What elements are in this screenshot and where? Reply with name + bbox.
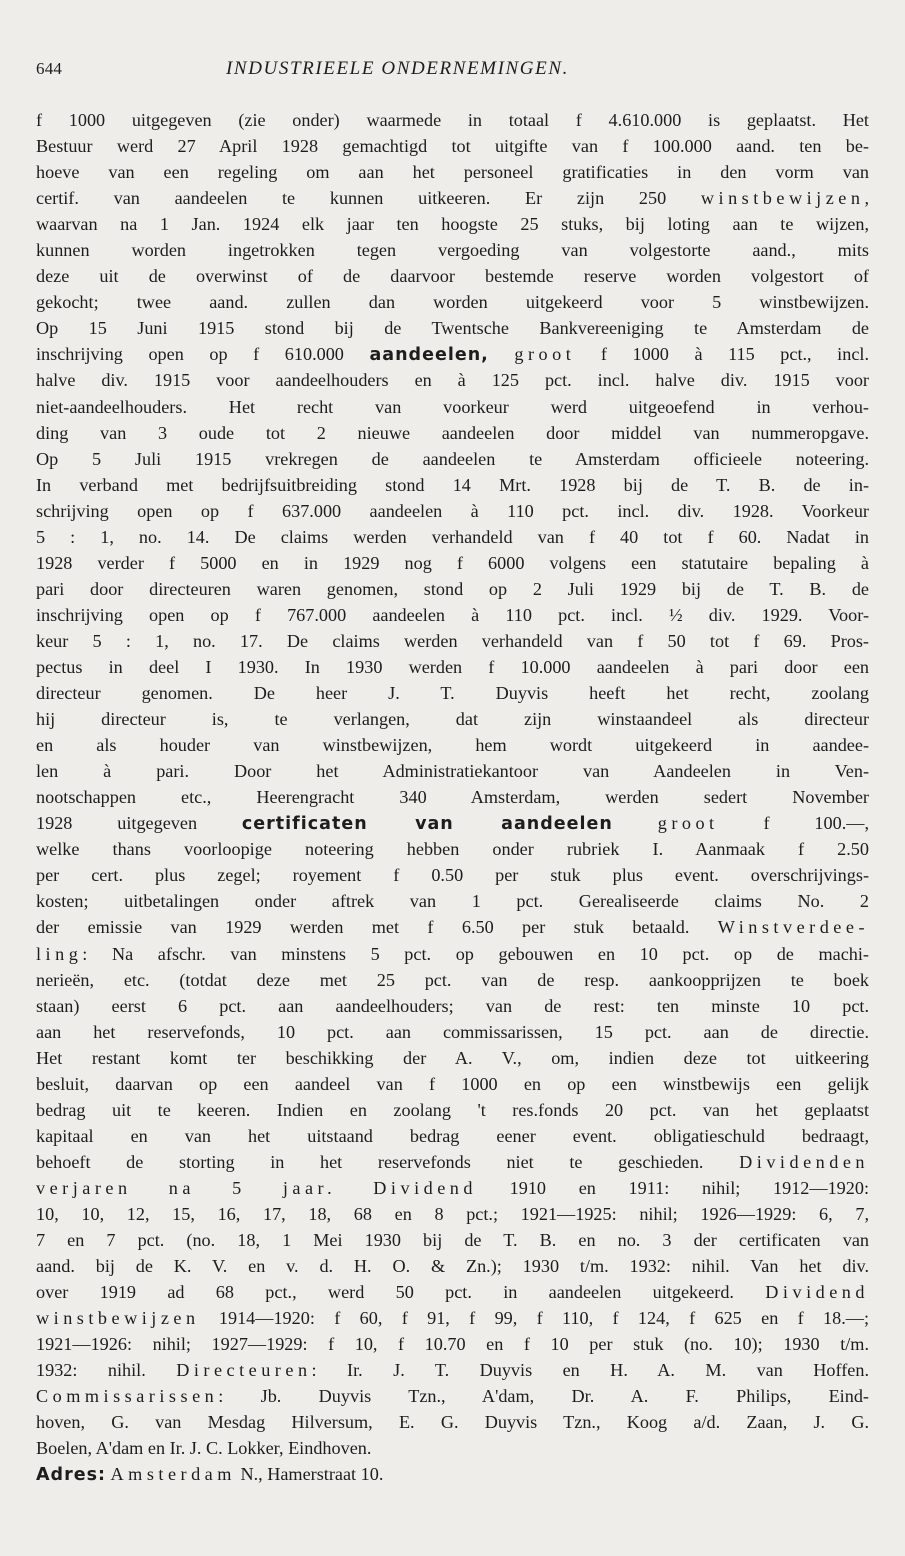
text-line <box>36 185 869 211</box>
text-run: certif. van aandeelen te kunnen uitkeeren. Er zijn 250 <box>36 188 701 209</box>
text-line <box>36 341 869 367</box>
text-run: nootschappen etc., Heerengracht 340 Amsterdam, werden sedert November <box>36 787 869 808</box>
body-text <box>36 107 869 1487</box>
spaced-term: ling <box>36 943 83 964</box>
text-run: kapitaal en van het uitstaand bedrag eener event. obligatieschuld bedraagt, <box>36 1125 869 1146</box>
text-run: kunnen worden ingetrokken tegen vergoeding van volgestorte aand., mits <box>36 240 869 261</box>
text-line <box>36 1071 869 1097</box>
text-line <box>36 472 869 498</box>
text-line <box>36 1305 869 1331</box>
text-line <box>36 1357 869 1383</box>
text-line <box>36 602 869 628</box>
text-run: inschrijving open op f 767.000 aandeelen à 110 pct. incl. ½ div. 1929. Voor- <box>36 604 869 625</box>
text-line <box>36 1019 869 1045</box>
text-run: Boelen, A'dam en Ir. J. C. Lokker, Eindhoven. <box>36 1438 372 1459</box>
page-header <box>36 54 869 88</box>
text-run: f 1000 à 115 pct., incl. <box>575 344 869 365</box>
text-line <box>36 315 869 341</box>
text-run: 10, 10, 12, 15, 16, 17, 18, 68 en 8 pct.; 1921—1925: nihil; 1926—1929: 6, 7, <box>36 1203 869 1224</box>
text-run: behoeft de storting in het reservefonds niet te geschieden. <box>36 1151 740 1172</box>
text-line <box>36 446 869 472</box>
bold-term: aandeelen, <box>369 345 489 366</box>
text-run: niet-aandeelhouders. Het recht van voorkeur werd uitgeoefend in verhou- <box>36 396 869 417</box>
spaced-term: groot <box>657 813 719 834</box>
text-line <box>36 1201 869 1227</box>
text-line <box>36 967 869 993</box>
text-run: 7 en 7 pct. (no. 18, 1 Mei 1930 bij de T. B. en no. 3 der certificaten van <box>36 1230 869 1251</box>
text-run: aand. bij de K. V. en v. d. H. O. & Zn.); 1930 t/m. 1932: nihil. Van het div. <box>36 1256 869 1277</box>
spaced-term: Winstverdee- <box>717 917 869 938</box>
text-line <box>36 993 869 1019</box>
text-line <box>36 1097 869 1123</box>
text-line <box>36 628 869 654</box>
text-line <box>36 133 869 159</box>
spaced-term: Directeuren <box>176 1360 312 1381</box>
text-run: keur 5 : 1, no. 17. De claims werden verhandeld van f 50 tot f 69. Pros- <box>36 630 869 651</box>
text-line <box>36 941 869 967</box>
text-line <box>36 784 869 810</box>
text-run: nerieën, etc. (totdat deze met 25 pct. van de resp. aankoopprijzen te boek <box>36 969 869 990</box>
text-run: schrijving open op f 637.000 aandeelen à 110 pct. incl. div. 1928. Voorkeur <box>36 500 869 521</box>
running-title: INDUSTRIEELE ONDERNEMINGEN. <box>226 58 569 79</box>
text-run: 1914—1920: f 60, f 91, f 99, f 110, f 124, f 625 en f 18.—; <box>199 1308 869 1329</box>
page-number: 644 <box>36 59 63 78</box>
bold-term: Adres: <box>36 1465 106 1486</box>
text-line <box>36 576 869 602</box>
text-line <box>36 862 869 888</box>
text-line <box>36 706 869 732</box>
text-run: 5 : 1, no. 14. De claims werden verhandeld van f 40 tot f 60. Nadat in <box>36 526 869 547</box>
text-line <box>36 914 869 940</box>
text-run: aan het reservefonds, 10 pct. aan commissarissen, 15 pct. aan de directie. <box>36 1021 869 1042</box>
text-line <box>36 1227 869 1253</box>
text-line <box>36 1409 869 1435</box>
text-run: In verband met bedrijfsuitbreiding stond 14 Mrt. 1928 bij de T. B. de in- <box>36 474 869 495</box>
text-line <box>36 1279 869 1305</box>
text-run: Het restant komt ter beschikking der A. V., om, indien deze tot uitkeering <box>36 1047 869 1068</box>
text-run: Bestuur werd 27 April 1928 gemachtigd tot uitgifte van f 100.000 aand. ten be- <box>36 136 869 157</box>
text-line <box>36 1461 869 1487</box>
text-line <box>36 654 869 680</box>
text-line <box>36 1149 869 1175</box>
text-line <box>36 1045 869 1071</box>
text-run: 1928 verder f 5000 en in 1929 nog f 6000 volgens een statutaire bepaling à <box>36 552 869 573</box>
spaced-term: winstbewijzen <box>36 1308 200 1329</box>
text-run: 1910 en 1911: nihil; 1912—1920: <box>476 1177 869 1198</box>
text-line <box>36 237 869 263</box>
text-line <box>36 1383 869 1409</box>
text-line <box>36 107 869 133</box>
text-run: der emissie van 1929 werden met f 6.50 per stuk betaald. <box>36 917 718 938</box>
text-line <box>36 420 869 446</box>
text-run: bedrag uit te keeren. Indien en zoolang 't res.fonds 20 pct. van het geplaatst <box>36 1099 869 1120</box>
spaced-term: verjaren na 5 jaar. Dividend <box>36 1177 477 1198</box>
text-run: welke thans voorloopige noteering hebben onder rubriek I. Aanmaak f 2.50 <box>36 839 869 860</box>
text-run: f 100.—, <box>718 813 869 834</box>
text-line <box>36 263 869 289</box>
text-run: , <box>864 188 869 209</box>
text-run: : Ir. J. T. Duyvis en H. A. M. van Hoffen. <box>311 1360 869 1381</box>
text-line <box>36 550 869 576</box>
text-line <box>36 732 869 758</box>
text-run: Op 15 Juni 1915 stond bij de Twentsche Bankvereeniging te Amsterdam de <box>36 318 869 339</box>
text-run: 1928 uitgegeven <box>36 813 242 834</box>
text-line <box>36 1253 869 1279</box>
text-run: ding van 3 oude tot 2 nieuwe aandeelen door middel van nummeropgave. <box>36 422 869 443</box>
text-run: 1932: nihil. <box>36 1360 177 1381</box>
text-run: besluit, daarvan op een aandeel van f 1000 en op een winstbewijs een gelijk <box>36 1073 869 1094</box>
text-line <box>36 810 869 836</box>
spaced-term: Dividenden <box>739 1151 869 1172</box>
text-line <box>36 159 869 185</box>
text-run: hoeve van een regeling om aan het personeel gratificaties in den vorm van <box>36 162 869 183</box>
text-run: f 1000 uitgegeven (zie onder) waarmede in totaal f 4.610.000 is geplaatst. Het <box>36 110 869 130</box>
text-line <box>36 498 869 524</box>
text-line <box>36 1331 869 1357</box>
text-run: : Na afschr. van minstens 5 pct. op gebouwen en 10 pct. op de machi- <box>82 943 869 964</box>
text-run: pectus in deel I 1930. In 1930 werden f 10.000 aandeelen à pari door een <box>36 656 869 677</box>
text-line <box>36 1175 869 1201</box>
text-run: pari door directeuren waren genomen, stond op 2 Juli 1929 bij de T. B. de <box>36 578 869 599</box>
text-run: deze uit de overwinst of de daarvoor bestemde reserve worden volgestort of <box>36 266 869 287</box>
text-line <box>36 367 869 393</box>
text-run: Op 5 Juli 1915 vrekregen de aandeelen te Amsterdam officieele noteering. <box>36 448 869 469</box>
text-line <box>36 1435 869 1461</box>
text-run <box>613 813 658 833</box>
spaced-term: Amsterdam <box>110 1464 236 1485</box>
text-run <box>489 344 515 364</box>
text-run: directeur genomen. De heer J. T. Duyvis heeft het recht, zoolang <box>36 683 869 704</box>
text-line <box>36 1123 869 1149</box>
text-line <box>36 289 869 315</box>
text-run: kosten; uitbetalingen onder aftrek van 1 pct. Gerealiseerde claims No. 2 <box>36 891 869 912</box>
text-run: halve div. 1915 voor aandeelhouders en à 125 pct. incl. halve div. 1915 voor <box>36 370 869 391</box>
text-line <box>36 758 869 784</box>
text-line <box>36 211 869 237</box>
text-run: 1921—1926: nihil; 1927—1929: f 10, f 10.70 en f 10 per stuk (no. 10); 1930 t/m. <box>36 1334 869 1355</box>
text-run: gekocht; twee aand. zullen dan worden uitgekeerd voor 5 winstbewijzen. <box>36 292 869 313</box>
text-run: en als houder van winstbewijzen, hem wordt uitgekeerd in aandee- <box>36 735 869 756</box>
text-run: hoven, G. van Mesdag Hilversum, E. G. Duyvis Tzn., Koog a/d. Zaan, J. G. <box>36 1412 869 1433</box>
text-line <box>36 888 869 914</box>
text-run: : Jb. Duyvis Tzn., A'dam, Dr. A. F. Philips, Eind- <box>218 1386 869 1407</box>
text-run: staan) eerst 6 pct. aan aandeelhouders; van de rest: ten minste 10 pct. <box>36 995 869 1016</box>
text-line <box>36 680 869 706</box>
text-run: N., Hamerstraat 10. <box>235 1464 384 1485</box>
bold-term: certificaten van aandeelen <box>241 814 613 835</box>
text-run: hij directeur is, te verlangen, dat zijn winstaandeel als directeur <box>36 709 869 730</box>
text-run: over 1919 ad 68 pct., werd 50 pct. in aandeelen uitgekeerd. <box>36 1282 766 1303</box>
text-run: len à pari. Door het Administratiekantoor van Aandeelen in Ven- <box>36 761 869 782</box>
text-line <box>36 394 869 420</box>
text-run: per cert. plus zegel; royement f 0.50 per stuk plus event. overschrijvings- <box>36 865 869 886</box>
spaced-term: winstbewijzen <box>700 188 865 209</box>
spaced-term: groot <box>514 344 576 365</box>
text-run: inschrijving open op f 610.000 <box>36 344 370 365</box>
text-line <box>36 836 869 862</box>
text-run: waarvan na 1 Jan. 1924 elk jaar ten hoogste 25 stuks, bij loting aan te wijzen, <box>36 214 869 235</box>
text-line <box>36 524 869 550</box>
spaced-term: Commissarissen <box>36 1386 219 1407</box>
spaced-term: Dividend <box>765 1282 869 1303</box>
